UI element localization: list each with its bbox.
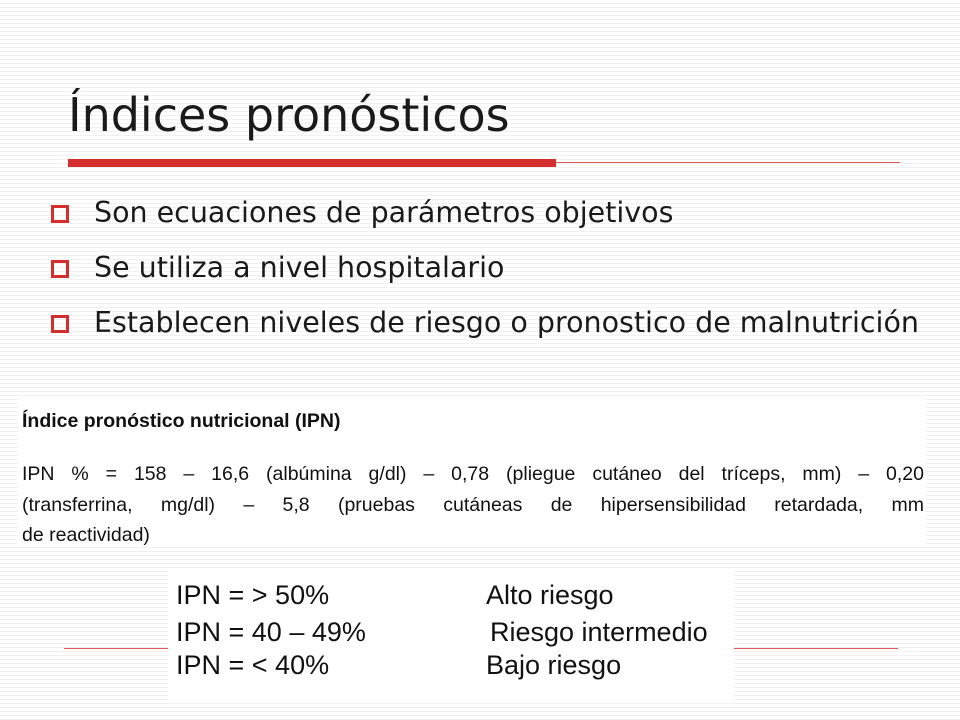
ipn-risk-table	[168, 570, 734, 700]
risk-row	[168, 615, 734, 649]
title-accent-bar	[68, 159, 556, 167]
bullet-text: Se utiliza a nivel hospitalario	[94, 251, 505, 284]
bullet-item	[46, 251, 926, 285]
formula-line: (transferrina, mg/dl) – 5,8 (pruebas cutáneas de hipersensibilidad retardada, mm	[22, 494, 924, 516]
square-bullet-icon	[51, 315, 69, 333]
formula-heading: Índice pronóstico nutricional (IPN)	[22, 410, 341, 432]
slide-title: Índices pronósticos	[68, 88, 510, 142]
bullet-text: Son ecuaciones de parámetros objetivos	[94, 196, 674, 229]
formula-line: IPN % = 158 – 16,6 (albúmina g/dl) – 0,78 (pliegue cutáneo del tríceps, mm) – 0,20	[22, 463, 924, 485]
risk-level: Riesgo intermedio	[490, 617, 708, 647]
risk-threshold: IPN = 40 – 49%	[176, 617, 366, 647]
footer-divider-line	[734, 648, 898, 649]
bullet-text: Establecen niveles de riesgo o pronostico de malnutrición	[94, 306, 919, 339]
title-divider-line	[556, 162, 900, 163]
risk-threshold: IPN = < 40%	[176, 650, 330, 680]
risk-row	[168, 578, 734, 612]
bullet-item	[46, 306, 926, 340]
square-bullet-icon	[51, 260, 69, 278]
risk-threshold: IPN = > 50%	[176, 580, 330, 610]
formula-line: de reactividad)	[22, 524, 150, 546]
risk-level: Alto riesgo	[486, 580, 614, 610]
bullet-item	[46, 196, 926, 230]
risk-row	[168, 648, 734, 682]
square-bullet-icon	[51, 205, 69, 223]
ipn-formula-box	[18, 398, 926, 546]
risk-level: Bajo riesgo	[486, 650, 622, 680]
footer-divider-line	[64, 648, 168, 649]
bullet-list	[46, 196, 926, 340]
